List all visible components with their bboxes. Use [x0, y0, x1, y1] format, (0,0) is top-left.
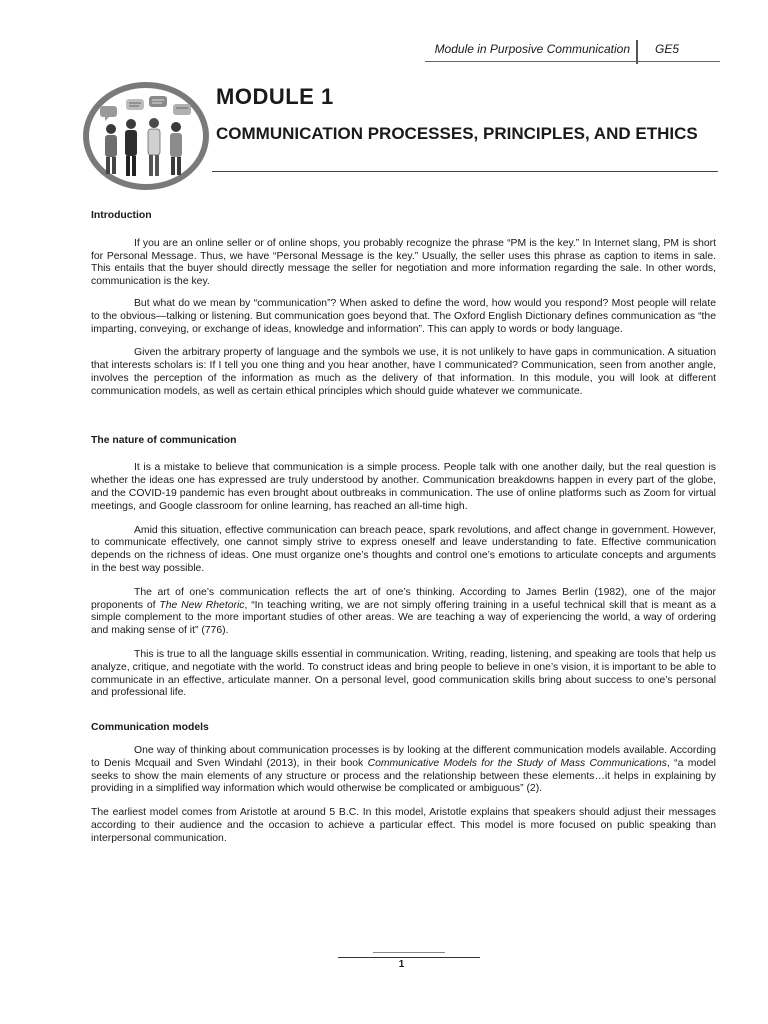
book-title-new-rhetoric: The New Rhetoric [159, 599, 245, 611]
course-code: GE5 [655, 42, 680, 56]
nature-p3-text-b: , “In teaching writing, we are not simply offering training in a useful technical skill that is meant as a simple complement to the more important studies of other areas. We are teaching a way of experiencing the world, a way of ordering and making sense of it” (776). [91, 599, 717, 637]
nature-paragraph-1: It is a mistake to believe that communication is a simple process. People talk with one another daily, but the real question is whether the ideas one has expressed are truly understood by another. Communication breakdowns happen in every part of the globe, and the COVID-19 pandemic has even brought about outbreaks in communication. The use of online platforms such as Zoom for virtual meetings, and Google classroom for online learning, has reached an all-time high. [91, 462, 716, 512]
section-heading-introduction: Introduction [91, 210, 152, 221]
models-paragraph-2: The earliest model comes from Aristotle at around 5 B.C. In this model, Aristotle explains that speakers should adjust their messages according to their audience and the occasion to achieve a particular effect. This model is more focused on public speaking than interpersonal communication. [91, 807, 716, 844]
models-p1-text-b: , “a model seeks to show the main elements of any structure or process and the relationship between these elements…it helps in explaining by providing in a simplified way information which would otherwise be complicated or ambiguous” (2). [91, 757, 716, 795]
nature-paragraph-4: This is true to all the language skills essential in communication. Writing, reading, listening, and speaking are tools that help us analyze, critique, and negotiate with the world. To construct ideas and bring people to believe in one’s vision, it is important to be able to communicate in an effective, articulate manner. On a personal level, good communication skills bring about success to one’s personal and professional life. [91, 648, 716, 699]
footer-rule [338, 957, 480, 958]
people-talking-illustration-icon [83, 82, 209, 190]
header-rule [425, 61, 720, 62]
page-number: 1 [398, 959, 405, 970]
module-label: Module in Purposive Communication [434, 42, 630, 56]
intro-paragraph-3: Given the arbitrary property of language and the symbols we use, it is not unlikely to have gaps in communication. A situation that interests scholars is: If I tell you one thing and you hear another, have I communicated? Communication, seen from another angle, involves the perception of the information as much as the delivery of that information. In this module, you will look at different communication models, as well as certain ethical principles which should guide whatever we communicate. [91, 347, 716, 397]
models-paragraph-1 [91, 745, 716, 796]
nature-paragraph-3 [91, 587, 716, 638]
footer-rule-short [373, 952, 445, 953]
title-rule [212, 171, 718, 172]
book-title-communicative-models: Communicative Models for the Study of Mass Communications [367, 757, 667, 769]
page-header [0, 40, 768, 64]
section-heading-models: Communication models [91, 722, 209, 734]
module-title: MODULE 1 [216, 84, 334, 109]
module-subtitle: COMMUNICATION PROCESSES, PRINCIPLES, AND ETHICS [216, 124, 698, 143]
nature-paragraph-2: Amid this situation, effective communication can breach peace, spark revolutions, and affect change in government. However, to communicate effectively, one cannot simply strive to express oneself and leave understanding to fate. Effective communication depends on the richness of ideas. One must organize one’s thoughts and control one’s emotions to articulate concepts and arguments in the best way possible. [91, 524, 716, 574]
nature-p3-text-a: The art of one’s communication reflects the art of one’s thinking. According to James Berlin (1982), one of the major proponents of [91, 586, 716, 611]
document-body [91, 210, 716, 845]
models-p1-text-a: One way of thinking about communication processes is by looking at the different communication models available. According to Denis Mcquail and Sven Windahl (2013), in their book [91, 744, 716, 769]
intro-paragraph-2: But what do we mean by “communication”? When asked to define the word, how would you respond? Most people will relate to the obvious—talking or listening. But communication goes beyond that. The Oxford English Dictionary defines communication as “the imparting, conveying, or exchange of ideas, knowledge and information”. This can apply to words or body language. [91, 297, 716, 335]
intro-paragraph-1: If you are an online seller or of online shops, you probably recognize the phrase “PM is the key.” In Internet slang, PM is short for Personal Message. Thus, we have “Personal Message is the key.” Usually, the seller uses this phrase as caption to items in sale. This entails that the buyer should directly message the seller for negotiation and more information regarding the sale. In other words, communication is the key. [91, 237, 716, 288]
section-heading-nature: The nature of communication [91, 434, 237, 446]
